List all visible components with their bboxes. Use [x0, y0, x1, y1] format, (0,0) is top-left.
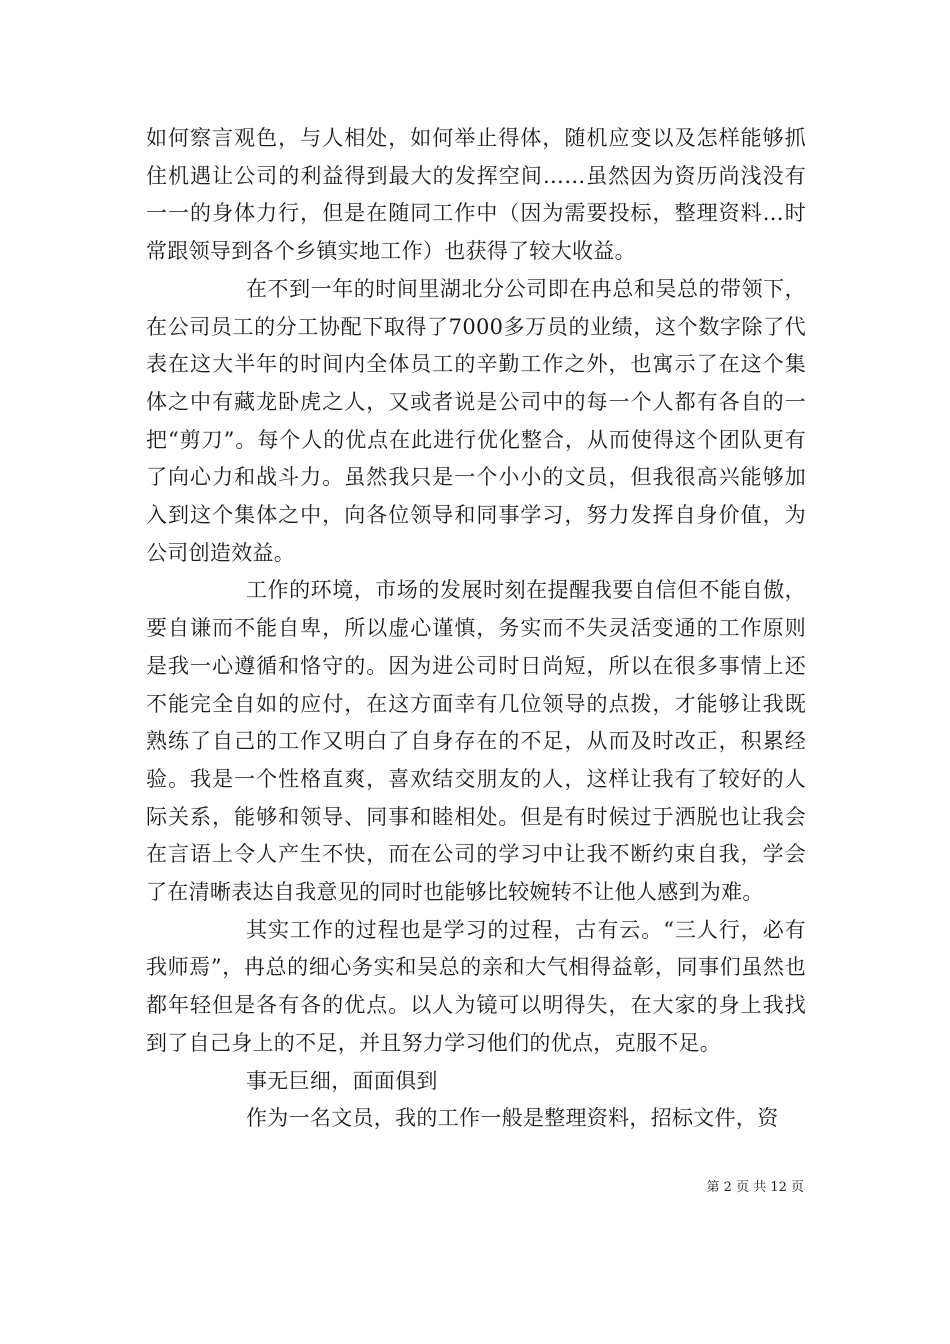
paragraph-1: 如何察言观色，与人相处，如何举止得体，随机应变以及怎样能够抓住机遇让公司的利益得到最大的发挥空间……虽然因为资历尚浅没有一一的身体力行，但是在随同工作中（因为需要投标，整理资料…时常跟领导到各个乡镇实地工作）也获得了较大收益。	[146, 126, 806, 264]
document-body	[146, 120, 806, 1138]
paragraph-6: 作为一名文员，我的工作一般是整理资料，招标文件，资	[246, 1106, 779, 1131]
paragraph-2: 在不到一年的时间里湖北分公司即在冉总和吴总的带领下，在公司员工的分工协配下取得了7000多万员的业绩，这个数字除了代表在这大半年的时间内全体员工的辛勤工作之外，也寓示了在这个集体之中有藏龙卧虎之人，又或者说是公司中的每一个人都有各自的一把“剪刀”。每个人的优点在此进行优化整合，从而使得这个团队更有了向心力和战斗力。虽然我只是一个小小的文员，但我很高兴能够加入到这个集体之中，向各位领导和同事学习，努力发挥自身价值，为公司创造效益。	[146, 276, 806, 565]
page-number-footer: 第 2 页 共 12 页	[706, 1180, 804, 1195]
paragraph-4: 其实工作的过程也是学习的过程，古有云。“三人行，必有我师焉”，冉总的细心务实和吴总的亲和大气相得益彰，同事们虽然也都年轻但是各有各的优点。以人为镜可以明得失，在大家的身上我找到了自己身上的不足，并且努力学习他们的优点，克服不足。	[146, 917, 806, 1055]
paragraph-3: 工作的环境，市场的发展时刻在提醒我要自信但不能自傲，要自谦而不能自卑，所以虚心谨慎，务实而不失灵活变通的工作原则是我一心遵循和恪守的。因为进公司时日尚短，所以在很多事情上还不能完全自如的应付，在这方面幸有几位领导的点拨，才能够让我既熟练了自己的工作又明白了自身存在的不足，从而及时改正，积累经验。我是一个性格直爽，喜欢结交朋友的人，这样让我有了较好的人际关系，能够和领导、同事和睦相处。但是有时候过于洒脱也让我会在言语上令人产生不快，而在公司的学习中让我不断约束自我，学会了在清晰表达自我意见的同时也能够比较婉转不让他人感到为难。	[146, 578, 806, 905]
section-heading: 事无巨细，面面俱到	[246, 1068, 438, 1093]
